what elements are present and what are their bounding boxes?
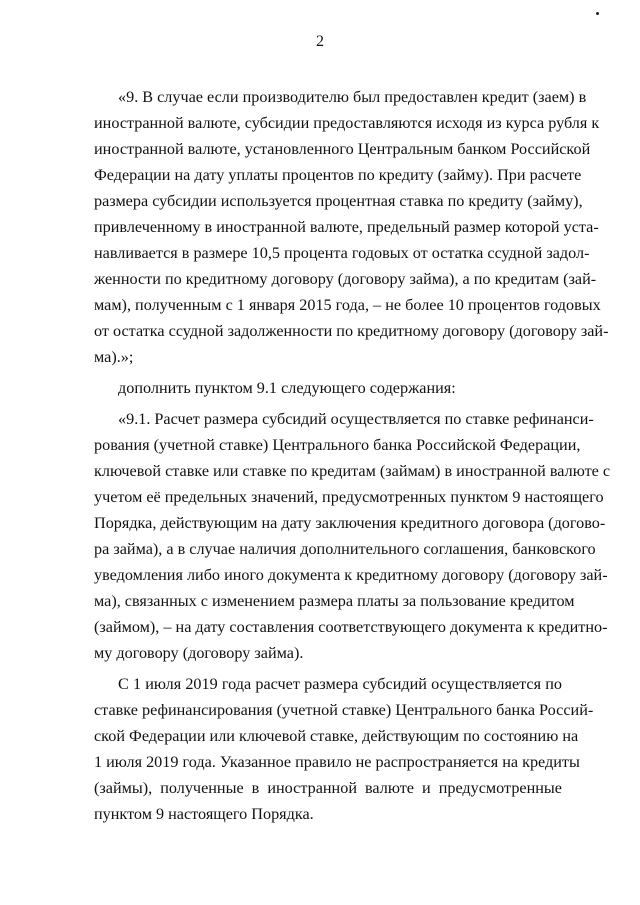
scan-speck bbox=[596, 12, 599, 15]
text-line: женности по кредитному договору (договору займа), а по кредитам (зай- bbox=[94, 270, 597, 288]
text-line: учетом её предельных значений, предусмотренных пунктом 9 настоящего bbox=[94, 488, 604, 506]
paragraph bbox=[94, 671, 594, 827]
text-line: Федерации на дату уплаты процентов по кредиту (займу). При расчете bbox=[94, 166, 582, 184]
text-line: ской Федерации или ключевой ставке, действующим по состоянию на bbox=[94, 727, 579, 745]
paragraph bbox=[94, 406, 611, 666]
text-line: дополнить пунктом 9.1 следующего содержания: bbox=[118, 379, 456, 397]
text-line: ставке рефинансирования (учетной ставке) Центрального банка Россий- bbox=[94, 701, 594, 719]
text-line: «9. В случае если производителю был предоставлен кредит (заем) в bbox=[118, 88, 587, 106]
text-line: Порядка, действующим на дату заключения кредитного договора (догово- bbox=[94, 514, 606, 532]
text-line: размера субсидии используется процентная ставка по кредиту (займу), bbox=[94, 192, 583, 210]
page-number: 2 bbox=[316, 33, 324, 50]
text-line: ра займа), а в случае наличия дополнительного соглашения, банковского bbox=[94, 540, 596, 558]
text-line: му договору (договору займа). bbox=[94, 644, 304, 662]
document-body bbox=[94, 84, 611, 827]
text-line: пунктом 9 настоящего Порядка. bbox=[94, 805, 314, 823]
text-line: мам), полученным с 1 января 2015 года, – не более 10 процентов годовых bbox=[94, 296, 601, 314]
text-line: С 1 июля 2019 года расчет размера субсидий осуществляется по bbox=[118, 675, 562, 693]
text-line: (займы), полученные в иностранной валюте и предусмотренные bbox=[94, 779, 562, 797]
text-line: навливается в размере 10,5 процента годовых от остатка ссудной задол- bbox=[94, 244, 590, 262]
text-line: (займом), – на дату составления соответствующего документа к кредитно- bbox=[94, 618, 608, 636]
text-line: «9.1. Расчет размера субсидий осуществляется по ставке рефинанси- bbox=[118, 410, 594, 428]
paragraph bbox=[94, 375, 562, 401]
text-line: ключевой ставке или ставке по кредитам (займам) в иностранной валюте с bbox=[94, 462, 611, 480]
text-line: иностранной валюте, установленного Центральным банком Российской bbox=[94, 140, 591, 158]
text-line: 1 июля 2019 года. Указанное правило не распространяется на кредиты bbox=[94, 753, 580, 771]
text-line: уведомления либо иного документа к кредитному договору (договору зай- bbox=[94, 566, 608, 584]
text-line: от остатка ссудной задолженности по кредитному договору (договору зай- bbox=[94, 322, 609, 340]
paragraph bbox=[94, 84, 609, 370]
text-line: рования (учетной ставке) Центрального банка Российской Федерации, bbox=[94, 436, 581, 454]
text-line: ма).»; bbox=[94, 348, 134, 366]
text-line: иностранной валюте, субсидии предоставляются исходя из курса рубля к bbox=[94, 114, 600, 132]
text-line: ма), связанных с изменением размера платы за пользование кредитом bbox=[94, 592, 575, 610]
text-line: привлеченному в иностранной валюте, предельный размер которой уста- bbox=[94, 218, 599, 236]
